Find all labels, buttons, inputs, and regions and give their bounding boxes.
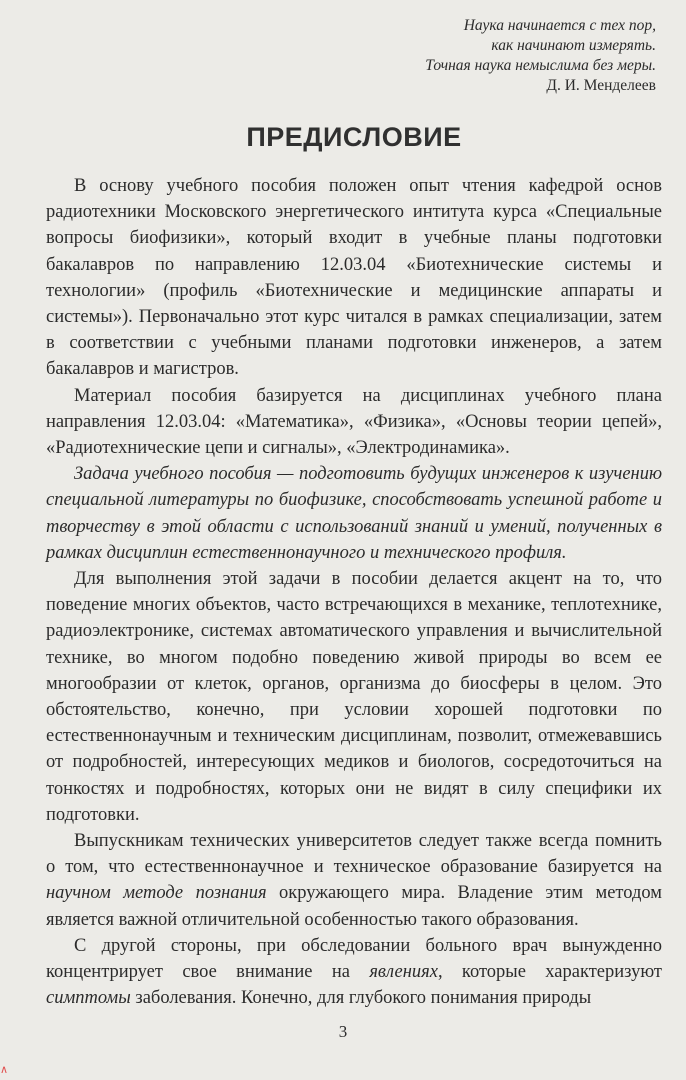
paragraph-5-emphasis: научном методе познания [46, 883, 267, 904]
paragraph-3-italic: Задача учебного пособия — подготовить будущих инженеров к изучению специальной литературы по биофизике, способствовать успешной работе и творчеству в этой области с использований знаний и умений, полученных в рамках дисциплин естественнонаучного и технического профиля. [46, 464, 662, 563]
paragraph-1: В основу учебного пособия положен опыт чтения кафедрой основ радиотехники Московского энергетического интитута курса «Специальные вопросы биофизики», который входит в учебные планы подготовки бакалавров по направлению 12.03.04 «Биотехнические системы и технологии» (профиль «Биотехнические и медицинские аппараты и системы»). Первоначально этот курс читался в рамках специализации, затем в соответствии с учебными планами подготовки инженеров, а затем бакалавров и магистров. [46, 176, 662, 380]
page-number: 3 [338, 1022, 348, 1041]
epigraph-line: Точная наука немыслима без меры. [425, 57, 656, 74]
paragraph-4: Для выполнения этой задачи в пособии делается акцент на то, что поведение многих объектов, часто встречающихся в механике, теплотехнике, радиоэлектронике, системах автоматического управления и вычислительной технике, во многом подобно поведению живой природы во всем ее многообразии от клеток, органов, организма до биосферы в целом. Это обстоятельство, конечно, при условии хорошей подготовки по естественнонаучным и техническим дисциплинам, позволит, отмежевавшись от подробностей, интересующих медиков и биологов, сосредоточиться на тонкостях и подробностях, которых они не видят в силу специфики их подготовки. [46, 569, 662, 825]
paragraph-6-text: С другой стороны, при обследовании больного врач вынужденно концентрирует свое внимание на [46, 935, 662, 983]
epigraph-author: Д. И. Менделеев [546, 77, 656, 94]
paragraph-3 [46, 461, 662, 566]
paragraph-5-text: Выпускникам технических университетов следует также всегда помнить о том, что естественнонаучное и техническое образование базируется на [46, 831, 662, 878]
epigraph-line: Наука начинается с тех пор, [463, 17, 656, 34]
epigraph [46, 16, 656, 96]
edge-mark: ∧ [0, 1063, 9, 1076]
paragraph-6-emphasis: явлениях [369, 962, 438, 983]
paragraph-6-text: заболевания. Конечно, для глубокого понимания природы [130, 988, 592, 1009]
paragraph-2: Материал пособия базируется на дисциплинах учебного плана направления 12.03.04: «Математика», «Физика», «Основы теории цепей», «Радиотехнические цепи и сигналы», «Электродинамика». [46, 385, 662, 459]
paragraph-6-emphasis: симптомы [46, 988, 131, 1009]
page-title: ПРЕДИСЛОВИЕ [246, 122, 462, 152]
paragraph-5-text: окружающего мира. Владение этим методом является важной отличительной особенностью такого образования. [46, 883, 662, 930]
paragraph-6-text: , которые характеризуют [437, 962, 662, 983]
epigraph-line: как начинают измерять. [491, 37, 656, 54]
paragraph-5 [46, 828, 662, 933]
preface-body [46, 173, 662, 1012]
paragraph-6 [46, 933, 662, 1012]
